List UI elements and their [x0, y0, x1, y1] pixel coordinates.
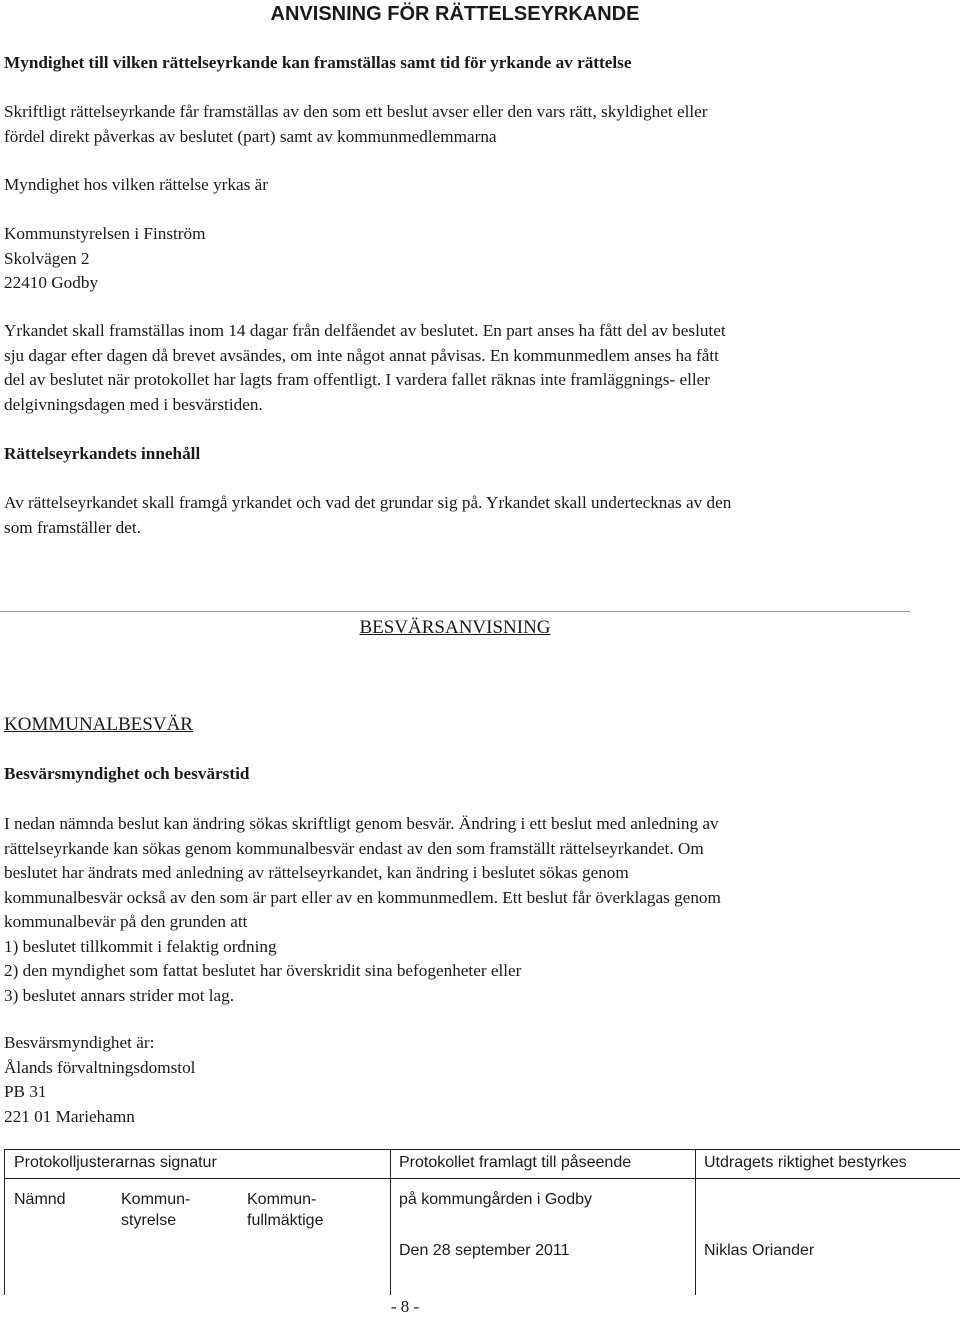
table-cell-kommunfullmaktige	[247, 1189, 323, 1231]
table-cell-signer: Niklas Oriander	[704, 1242, 815, 1259]
text-line: fördel direkt påverkas av beslutet (part) samt av kommunmedlemmarna	[4, 126, 497, 146]
besvar-authority	[4, 1031, 195, 1129]
table-header-signature: Protokolljusterarnas signatur	[14, 1154, 217, 1171]
authority-intro: Besvärsmyndighet är:	[4, 1033, 155, 1052]
rattelse-subtitle: Myndighet till vilken rättelseyrkande kan framställas samt tid för yrkande av rättelse	[4, 53, 632, 72]
table-header-certified: Utdragets riktighet bestyrkes	[704, 1154, 907, 1171]
address-line: PB 31	[4, 1082, 47, 1101]
address-line: Kommunstyrelsen i Finström	[4, 224, 206, 243]
text-line: kommunalbesvär också av den som är part eller av en kommunmedlem. Ett beslut får överklagas genom	[4, 887, 721, 907]
address-line: Skolvägen 2	[4, 248, 90, 268]
cell-line: fullmäktige	[247, 1212, 324, 1229]
besvar-paragraph	[4, 812, 721, 1008]
text-line: rättelseyrkande kan sökas genom kommunalbesvär endast av den som framställt rättelseyrkandet. Om	[4, 838, 704, 858]
text-line: Av rättelseyrkandet skall framgå yrkandet och vad det grundar sig på. Yrkandet skall undertecknas av den	[4, 493, 732, 512]
table-cell-kommunstyrelse	[121, 1189, 190, 1231]
rattelse-paragraph-2	[4, 319, 726, 417]
text-line: som framställer det.	[4, 517, 141, 537]
besvar-sub-heading: Besvärsmyndighet och besvärstid	[4, 764, 250, 783]
address-line: 221 01 Mariehamn	[4, 1106, 135, 1126]
text-line: Yrkandet skall framställas inom 14 dagar från delfåendet av beslutet. En part anses ha fått del av beslutet	[4, 321, 726, 340]
table-border	[4, 1149, 960, 1150]
text-line: sju dagar efter dagen då brevet avsändes, om inte något annat påvisas. En kommunmedlem anses ha fått	[4, 345, 719, 365]
cell-line: styrelse	[121, 1212, 177, 1229]
table-cell-namnd: Nämnd	[14, 1191, 66, 1208]
kommunalbesvar-heading: KOMMUNALBESVÄR	[4, 714, 193, 735]
text-line: del av beslutet när protokollet har lagts fram offentligt. I vardera fallet räknas inte framläggnings- eller	[4, 370, 711, 389]
table-cell-date: Den 28 september 2011	[399, 1242, 570, 1259]
table-cell-place: på kommungården i Godby	[399, 1191, 592, 1208]
page-number: - 8 -	[390, 1297, 420, 1316]
page-title: ANVISNING FÖR RÄTTELSEYRKANDE	[270, 3, 640, 25]
text-line: delgivningsdagen med i besvärstiden.	[4, 394, 263, 414]
rattelse-paragraph-3	[4, 491, 731, 540]
list-item: 2) den myndighet som fattat beslutet har överskridit sina befogenheter eller	[4, 961, 522, 980]
text-line: Skriftligt rättelseyrkande får framställas av den som ett beslut avser eller den vars rätt, skyldighet eller	[4, 102, 708, 121]
rattelse-authority-intro: Myndighet hos vilken rättelse yrkas är	[4, 175, 268, 194]
address-line: Ålands förvaltningsdomstol	[4, 1057, 196, 1077]
table-border	[695, 1149, 696, 1295]
address-line: 22410 Godby	[4, 273, 99, 292]
list-item: 3) beslutet annars strider mot lag.	[4, 985, 235, 1005]
text-line: kommunalbevär på den grunden att	[4, 912, 248, 931]
table-header-posted: Protokollet framlagt till påseende	[399, 1154, 632, 1171]
besvar-heading: BESVÄRSANVISNING	[359, 617, 551, 638]
table-border	[390, 1149, 391, 1295]
table-border	[4, 1178, 960, 1179]
cell-line: Kommun-	[121, 1191, 191, 1208]
list-item: 1) beslutet tillkommit i felaktig ordning	[4, 936, 277, 956]
table-border	[4, 1149, 5, 1295]
cell-line: Kommun-	[247, 1191, 317, 1208]
rattelse-content-heading: Rättelseyrkandets innehåll	[4, 444, 201, 463]
section-divider	[0, 611, 910, 612]
rattelse-address	[4, 222, 205, 296]
text-line: beslutet har ändrats med anledning av rättelseyrkandet, kan ändring i beslutet sökas genom	[4, 863, 629, 882]
rattelse-paragraph-1	[4, 100, 708, 149]
text-line: I nedan nämnda beslut kan ändring sökas skriftligt genom besvär. Ändring i ett beslut med anledning av	[4, 814, 719, 833]
